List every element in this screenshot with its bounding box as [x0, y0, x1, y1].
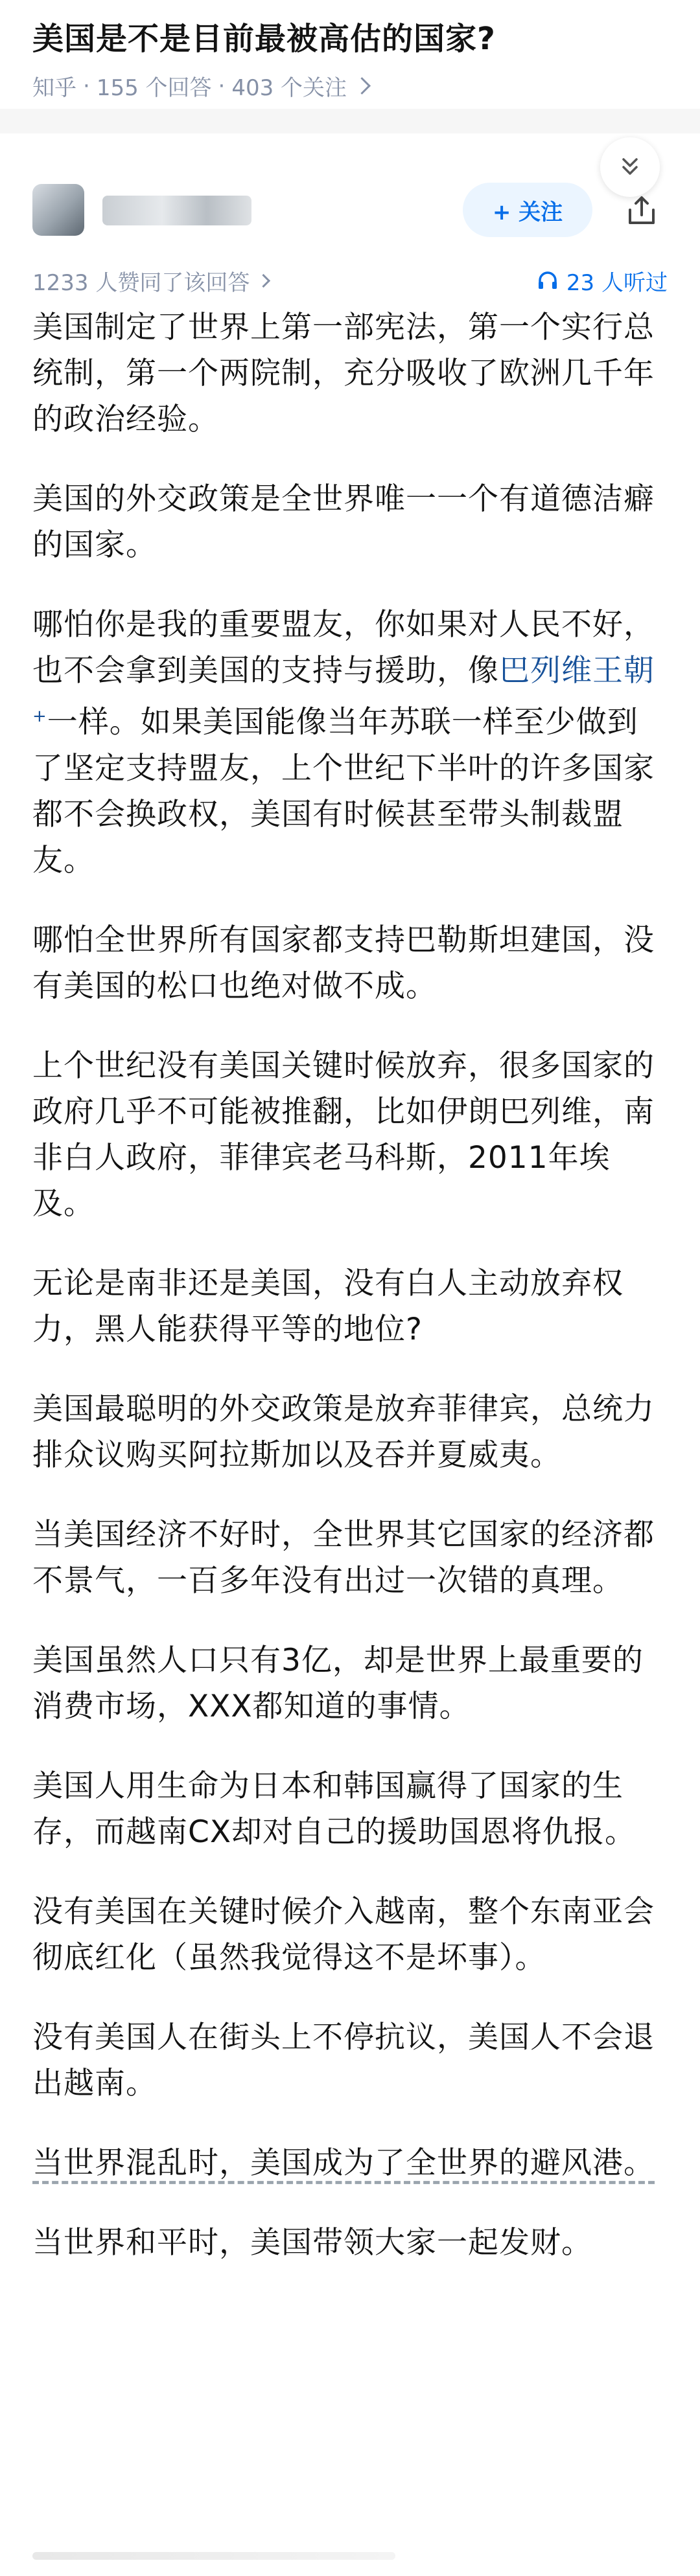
scroll-indicator: [32, 2552, 395, 2560]
answer-paragraph: 美国制定了世界上第一部宪法，第一个实行总统制，第一个两院制，充分吸收了欧洲几千年的政治经验。: [32, 310, 655, 437]
follower-count[interactable]: 403 个关注: [231, 75, 347, 101]
headphones-icon: [537, 269, 559, 291]
stats-row: [32, 264, 668, 297]
share-icon[interactable]: [624, 193, 660, 229]
answer-paragraph: 美国的外交政策是全世界唯一一个有道德洁癖的国家。: [32, 481, 655, 563]
answer-paragraph: 美国最聪明的外交政策是放弃菲律宾，总统力排众议购买阿拉斯加以及吞并夏威夷。: [32, 1391, 655, 1473]
chevron-right-icon: [257, 273, 270, 287]
answer-paragraph: 当世界混乱时，美国成为了全世界的避风港。: [32, 2145, 655, 2181]
answer-content: [32, 304, 668, 2299]
link-plus-icon: +: [32, 707, 47, 726]
follow-button[interactable]: + 关注: [463, 183, 592, 237]
listen-count: 23 人听过: [566, 269, 668, 296]
section-divider: [0, 109, 700, 133]
upvote-count: 1233 人赞同了该回答: [32, 269, 250, 296]
meta-separator: ·: [218, 73, 226, 99]
answer-paragraph: 上个世纪没有美国关键时候放弃，很多国家的政府几乎不可能被推翻，比如伊朗巴列维，南非白人政府，菲律宾老马科斯，2011年埃及。: [32, 1047, 655, 1222]
answer-paragraph: 美国人用生命为日本和韩国赢得了国家的生存，而越南CX却对自己的援助国恩将仇报。: [32, 1768, 636, 1850]
answer-paragraph: 没有美国在关键时候介入越南，整个东南亚会彻底红化（虽然我觉得这不是坏事）。: [32, 1893, 655, 1976]
question-title[interactable]: 美国是不是目前最被高估的国家?: [32, 21, 496, 57]
answer-text: 哪怕你是我的重要盟友，你如果对人民不好，也不会拿到美国的支持与援助，像: [32, 607, 655, 689]
question-meta: [32, 70, 668, 102]
source-label: 知乎: [32, 75, 76, 101]
author-row: [32, 177, 668, 249]
chevron-right-icon[interactable]: [353, 77, 371, 95]
answer-paragraph: [32, 602, 668, 883]
question-header: [0, 0, 700, 101]
answer-paragraph: 哪怕全世界所有国家都支持巴勒斯坦建国，没有美国的松口也绝对做不成。: [32, 922, 655, 1004]
answer-paragraph: 美国虽然人口只有3亿，却是世界上最重要的消费市场，XXX都知道的事情。: [32, 1642, 644, 1724]
author-name[interactable]: [102, 196, 251, 225]
topic-link[interactable]: 巴列维王朝: [499, 653, 655, 689]
upvote-stats[interactable]: [32, 265, 268, 297]
answer-paragraph: 无论是南非还是美国，没有白人主动放弃权力，黑人能获得平等的地位?: [32, 1265, 624, 1347]
answer-paragraph: 当世界和平时，美国带领大家一起发财。: [32, 2224, 592, 2261]
meta-separator: ·: [83, 73, 90, 99]
chevron-double-down-icon: [617, 154, 643, 180]
answer-count[interactable]: 155 个回答: [96, 75, 212, 101]
answer-text: 一样。如果美国能像当年苏联一样至少做到了坚定支持盟友，上个世纪下半叶的许多国家都不会换政权，美国有时候甚至带头制裁盟友。: [32, 704, 655, 878]
avatar[interactable]: [32, 184, 84, 236]
answer-paragraph: 没有美国人在街头上不停抗议，美国人不会退出越南。: [32, 2019, 655, 2101]
answer-paragraph: 当美国经济不好时，全世界其它国家的经济都不景气，一百多年没有出过一次错的真理。: [32, 1516, 655, 1599]
listen-stats[interactable]: [537, 265, 668, 297]
